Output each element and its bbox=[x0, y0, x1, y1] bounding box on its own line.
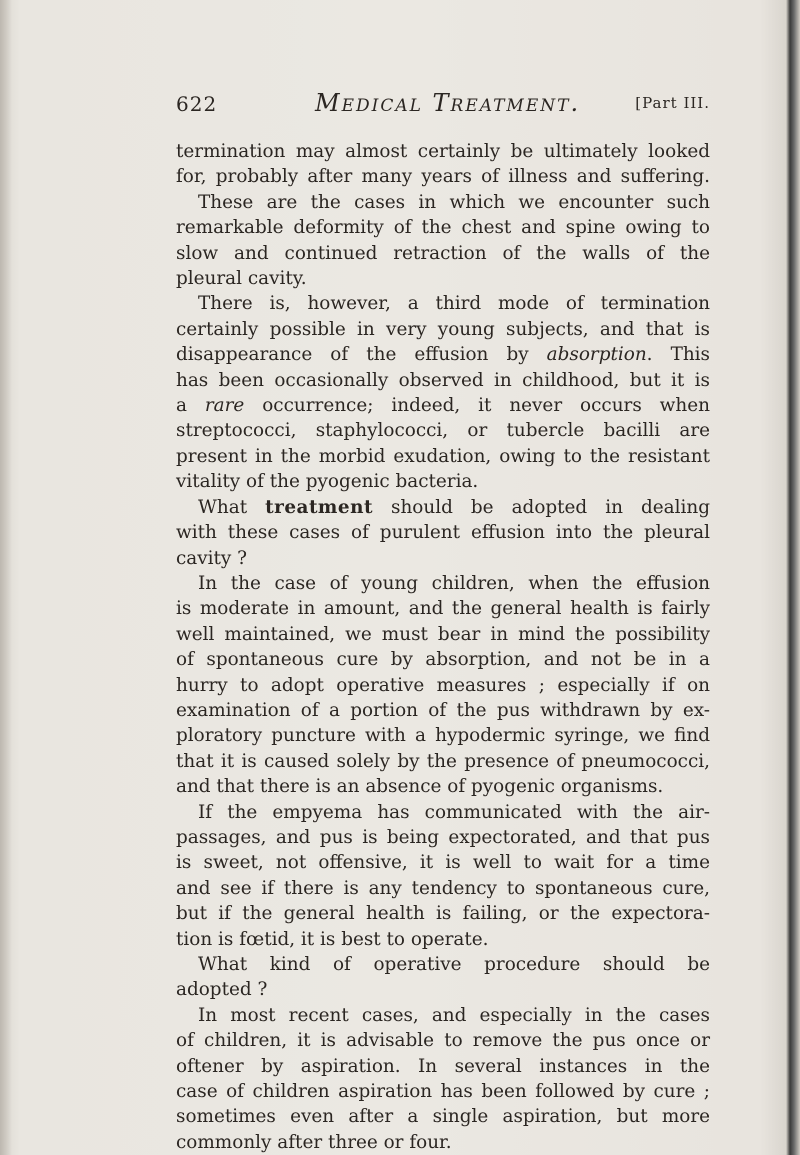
text-line: pleural cavity. bbox=[176, 268, 307, 290]
text-line: for, probably after many years of illness and suffering. bbox=[176, 166, 710, 188]
text-line: If the empyema has communicated with the air- bbox=[198, 801, 710, 823]
page-header bbox=[176, 89, 710, 122]
text-line: There is, however, a third mode of termination bbox=[198, 293, 710, 315]
text-line: adopted ? bbox=[176, 979, 268, 1001]
text-line: slow and continued retraction of the walls of the bbox=[176, 242, 710, 264]
emphasis-absorption: absorption bbox=[546, 344, 647, 366]
text-line: of spontaneous cure by absorption, and not be in a bbox=[176, 649, 710, 671]
text-line: is moderate in amount, and the general health is fairly bbox=[176, 598, 710, 620]
text-line: sometimes even after a single aspiration, but more bbox=[176, 1106, 710, 1128]
text-run: What bbox=[198, 496, 266, 518]
running-title: Medical Treatment. bbox=[315, 89, 581, 117]
text-line: examination of a portion of the pus withdrawn by ex- bbox=[176, 699, 710, 721]
text-line: ploratory puncture with a hypodermic syringe, we find bbox=[176, 725, 710, 747]
text-line: with these cases of purulent effusion into the pleural bbox=[176, 522, 710, 544]
text-line: that it is caused solely by the presence of pneumococci, bbox=[176, 750, 710, 772]
text-line: hurry to adopt operative measures ; especially if on bbox=[176, 674, 710, 696]
text-line: commonly after three or four. bbox=[176, 1131, 452, 1153]
text-run: occurrence; indeed, it never occurs when bbox=[244, 395, 710, 417]
text-line: These are the cases in which we encounter such bbox=[198, 191, 710, 213]
text-line: streptococci, staphylococci, or tubercle bacilli are bbox=[176, 420, 710, 442]
body-text bbox=[176, 139, 710, 1155]
text-line: In the case of young children, when the effusion bbox=[198, 572, 710, 594]
text-line: well maintained, we must bear in mind the possibility bbox=[176, 623, 710, 645]
text-line bbox=[176, 495, 710, 520]
text-line: case of children aspiration has been followed by cure ; bbox=[176, 1081, 710, 1103]
text-line: of children, it is advisable to remove the pus once or bbox=[176, 1030, 710, 1052]
text-line: cavity ? bbox=[176, 547, 248, 569]
text-line bbox=[176, 393, 710, 418]
text-run: . This bbox=[646, 344, 710, 366]
text-line: In most recent cases, and especially in the cases bbox=[198, 1004, 710, 1026]
text-line: What kind of operative procedure should be bbox=[198, 954, 710, 975]
emphasis-rare: rare bbox=[204, 395, 245, 417]
text-line: termination may almost certainly be ultimately looked bbox=[176, 141, 710, 162]
text-line bbox=[176, 342, 710, 367]
text-line: vitality of the pyogenic bacteria. bbox=[176, 471, 479, 493]
text-line: remarkable deformity of the chest and spine owing to bbox=[176, 217, 710, 239]
part-label: [Part III. bbox=[635, 94, 710, 112]
text-line: tion is fœtid, it is best to operate. bbox=[176, 928, 489, 950]
text-line: present in the morbid exudation, owing to the resistant bbox=[176, 445, 710, 467]
page-gutter-shadow bbox=[0, 0, 12, 1155]
text-line: oftener by aspiration. In several instances in the bbox=[176, 1055, 710, 1077]
text-line: has been occasionally observed in childhood, but it is bbox=[176, 369, 710, 391]
text-line: passages, and pus is being expectorated, and that pus bbox=[176, 826, 710, 848]
text-line: but if the general health is failing, or the expectora- bbox=[176, 903, 710, 925]
page-number: 622 bbox=[176, 92, 218, 116]
text-run: disappearance of the effusion by bbox=[176, 344, 547, 366]
text-line: and see if there is any tendency to spontaneous cure, bbox=[176, 877, 710, 899]
emphasis-treatment: treatment bbox=[265, 496, 373, 518]
text-line: and that there is an absence of pyogenic organisms. bbox=[176, 776, 664, 798]
text-run: a bbox=[176, 395, 205, 417]
text-line: certainly possible in very young subjects, and that is bbox=[176, 318, 710, 340]
text-line: is sweet, not offensive, it is well to wait for a time bbox=[176, 852, 710, 874]
text-run: should be adopted in dealing bbox=[372, 496, 710, 518]
